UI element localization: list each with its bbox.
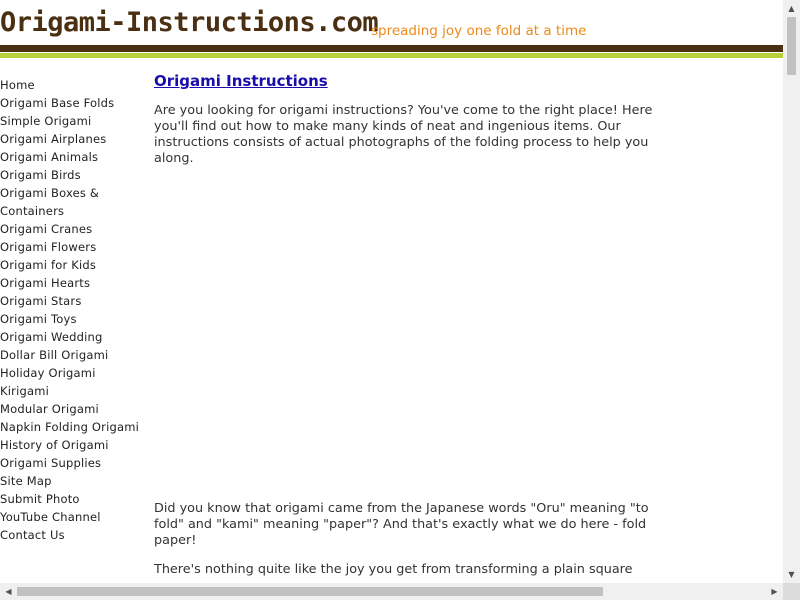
nav-item-base-folds[interactable]: Origami Base Folds [0,96,115,110]
did-you-know-paragraph: Did you know that origami came from the Japanese words "Oru" meaning "to fold" and "kami" meaning "paper"? And that's exactly what we do here - fold paper! [154,501,649,548]
page-title-link[interactable]: Origami Instructions [154,72,328,90]
nav-item-history[interactable]: History of Origami [0,438,109,452]
nav-item-boxes[interactable]: Origami Boxes & [0,186,100,200]
nav-item-hearts[interactable]: Origami Hearts [0,276,91,290]
joy-paragraph: There's nothing quite like the joy you get from transforming a plain square [154,562,633,577]
main-content [154,71,669,577]
scrollbar-corner [783,583,800,600]
nav-item-youtube-channel[interactable]: YouTube Channel [0,510,101,524]
nav-item-cranes[interactable]: Origami Cranes [0,222,93,236]
nav-item-home[interactable]: Home [0,78,35,92]
vertical-scroll-thumb[interactable] [787,17,796,75]
nav-item-simple-origami[interactable]: Simple Origami [0,114,92,128]
nav-item-for-kids[interactable]: Origami for Kids [0,258,97,272]
nav-item-modular[interactable]: Modular Origami [0,402,99,416]
nav-item-airplanes[interactable]: Origami Airplanes [0,132,107,146]
nav-item-flowers[interactable]: Origami Flowers [0,240,97,254]
header-divider-green [0,53,783,58]
scroll-up-arrow-icon[interactable]: ▲ [788,4,795,13]
nav-item-stars[interactable]: Origami Stars [0,294,82,308]
horizontal-scroll-thumb[interactable] [17,587,603,596]
nav-item-birds[interactable]: Origami Birds [0,168,81,182]
horizontal-scrollbar[interactable] [0,583,783,600]
site-tagline: spreading joy one fold at a time [371,23,587,39]
nav-item-dollar-bill[interactable]: Dollar Bill Origami [0,348,109,362]
nav-item-contact-us[interactable]: Contact Us [0,528,65,542]
nav-item-supplies[interactable]: Origami Supplies [0,456,102,470]
vertical-scrollbar[interactable] [783,0,800,583]
nav-item-submit-photo[interactable]: Submit Photo [0,492,80,506]
nav-item-holiday[interactable]: Holiday Origami [0,366,96,380]
intro-paragraph: Are you looking for origami instructions? You've come to the right place! Here you'll find out how to make many kinds of neat and ingenious items. Our instructions consists of actual photographs of the folding process to help you along. [154,103,653,166]
header-divider-brown [0,45,783,52]
scroll-right-arrow-icon[interactable]: ▶ [771,587,778,596]
nav-item-toys[interactable]: Origami Toys [0,312,77,326]
nav-item-napkin-folding[interactable]: Napkin Folding Origami [0,420,140,434]
scroll-down-arrow-icon[interactable]: ▼ [788,570,795,579]
nav-item-kirigami[interactable]: Kirigami [0,384,50,398]
site-title[interactable]: Origami-Instructions.com [0,7,379,38]
nav-item-containers[interactable]: Containers [0,204,65,218]
nav-item-wedding[interactable]: Origami Wedding [0,330,103,344]
scroll-left-arrow-icon[interactable]: ◀ [5,587,12,596]
nav-item-animals[interactable]: Origami Animals [0,150,99,164]
left-navigation [0,76,140,544]
nav-item-site-map[interactable]: Site Map [0,474,52,488]
site-header [0,0,783,58]
